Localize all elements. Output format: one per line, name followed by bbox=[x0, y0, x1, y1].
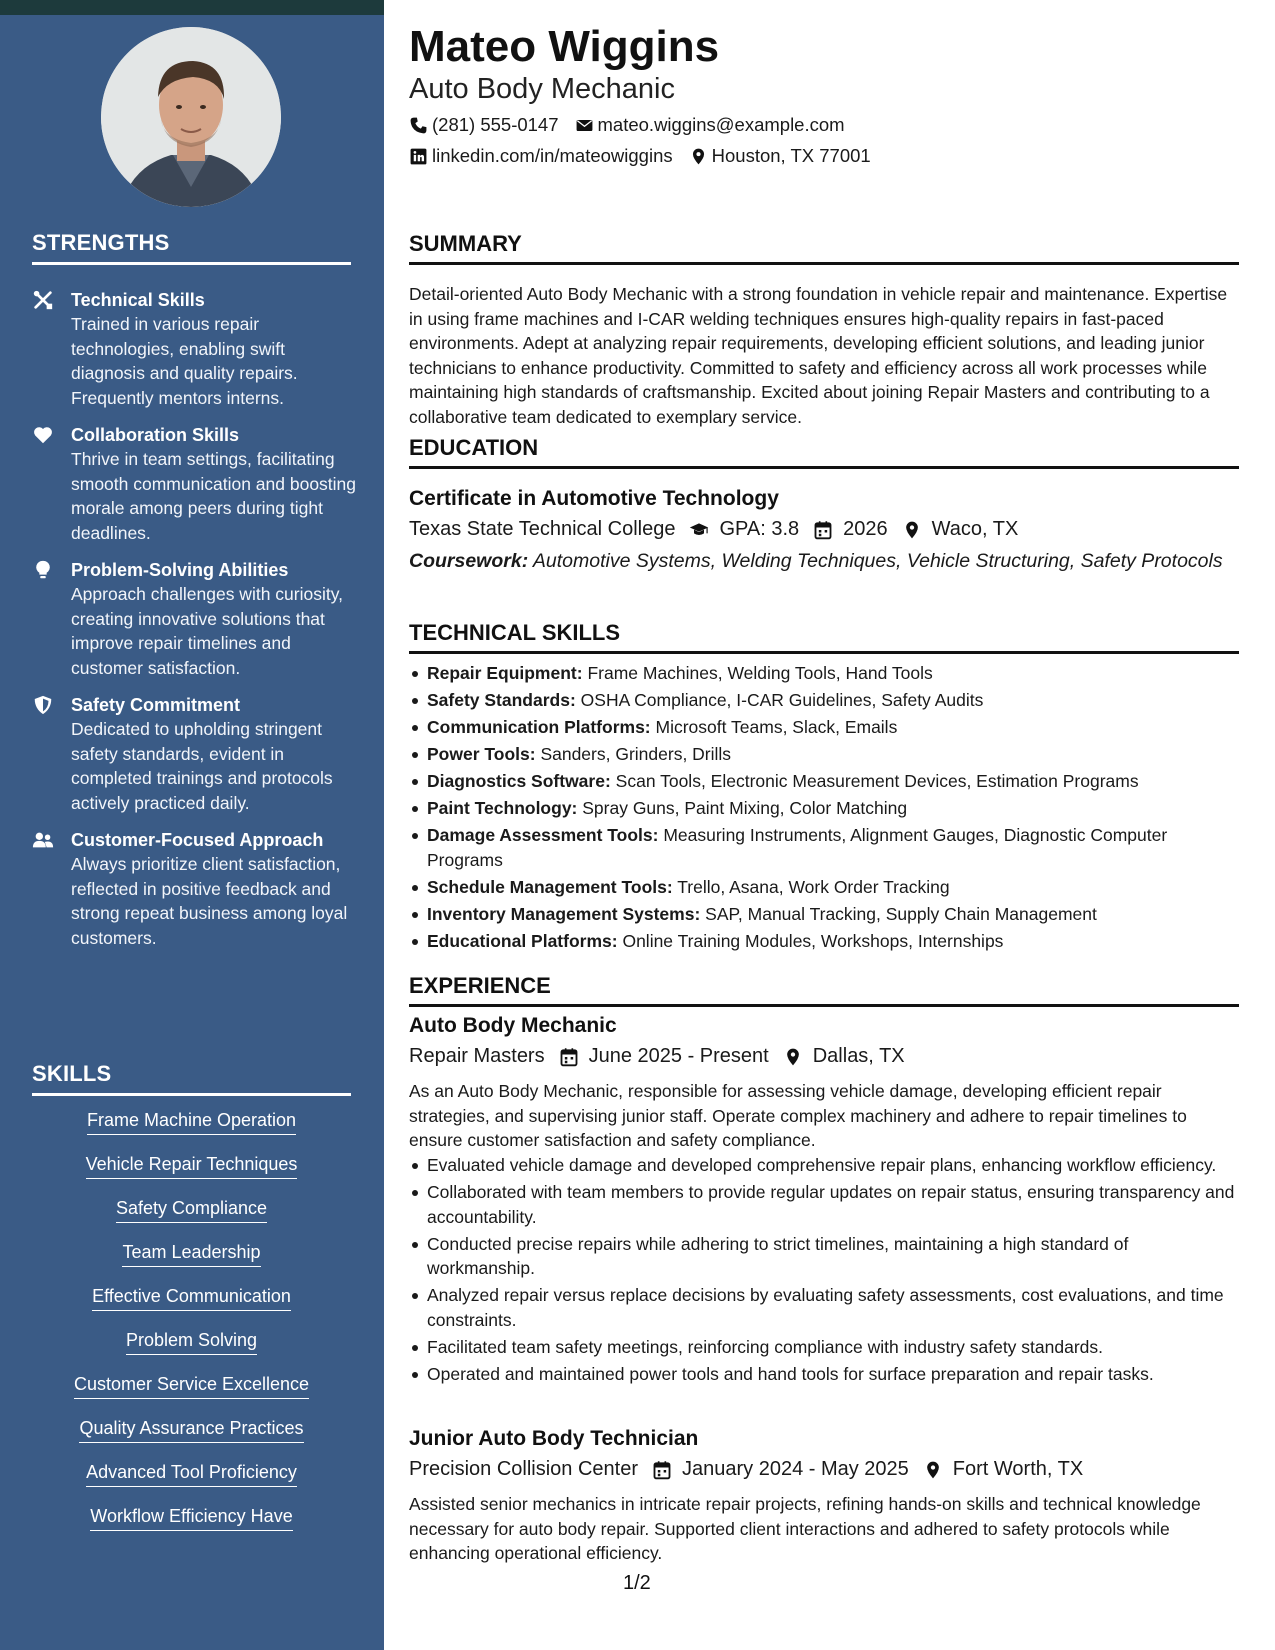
calendar-icon bbox=[652, 1460, 672, 1480]
job-dates bbox=[652, 1458, 909, 1481]
year-text: 2026 bbox=[843, 518, 888, 540]
strength-item bbox=[32, 828, 362, 950]
map-pin-icon bbox=[923, 1460, 943, 1480]
calendar-icon bbox=[813, 520, 833, 540]
list-item bbox=[409, 742, 1239, 767]
list-item: Evaluated vehicle damage and developed comprehensive repair plans, enhancing workflow efficiency. bbox=[409, 1153, 1239, 1178]
list-item bbox=[409, 902, 1239, 927]
strength-item bbox=[32, 693, 362, 815]
skill-values: OSHA Compliance, I-CAR Guidelines, Safety Audits bbox=[575, 690, 984, 710]
skill-category: Power Tools: bbox=[427, 744, 536, 764]
skill-category: Communication Platforms: bbox=[427, 717, 651, 737]
summary-heading: SUMMARY bbox=[409, 231, 1239, 265]
sidebar-top-band bbox=[0, 0, 384, 15]
skill-tag: Frame Machine Operation bbox=[87, 1108, 296, 1135]
company-name bbox=[409, 1045, 545, 1068]
list-item bbox=[409, 688, 1239, 713]
strength-title: Problem-Solving Abilities bbox=[71, 560, 289, 580]
job-title: Auto Body Mechanic bbox=[409, 1014, 617, 1037]
list-item: Analyzed repair versus replace decisions by evaluating safety assessments, cost evaluations, and time constraints. bbox=[409, 1283, 1239, 1332]
list-item bbox=[409, 769, 1239, 794]
school-name bbox=[409, 518, 675, 541]
job-bullets bbox=[409, 1153, 1239, 1389]
candidate-name: Mateo Wiggins bbox=[409, 22, 720, 71]
company-text: Precision Collision Center bbox=[409, 1458, 638, 1480]
email-text: mateo.wiggins@example.com bbox=[597, 114, 845, 135]
phone-contact[interactable] bbox=[409, 114, 559, 136]
job-summary: Assisted senior mechanics in intricate repair projects, refining hands-on skills and technical knowledge necessary for auto body repair. Supported client interactions and adhered to safety protocols while enhancing operational efficiency. bbox=[409, 1494, 1201, 1563]
list-item bbox=[409, 715, 1239, 740]
contact-row-2 bbox=[409, 145, 887, 167]
skill-tag: Effective Communication bbox=[92, 1284, 291, 1311]
strength-title: Safety Commitment bbox=[71, 695, 241, 715]
company-text: Repair Masters bbox=[409, 1045, 545, 1067]
summary-text: Detail-oriented Auto Body Mechanic with a strong foundation in vehicle repair and maintenance. Expertise in using frame machines and I-CAR welding techniques ensures high-quality repairs in fast-paced environments. Adept at analyzing repair requirements, developing efficient solutions, and leading junior technicians to enhance productivity. Committed to safety and efficiency across all work processes while maintaining high standards of craftsmanship. Excited about joining Repair Masters and contributing to a collaborative team dedicated to exemplary service. bbox=[409, 284, 1228, 427]
skill-values: SAP, Manual Tracking, Supply Chain Management bbox=[700, 903, 1097, 924]
list-item: Collaborated with team members to provide regular updates on repair status, ensuring transparency and accountability. bbox=[409, 1180, 1239, 1229]
candidate-role: Auto Body Mechanic bbox=[409, 73, 675, 105]
email-contact[interactable] bbox=[575, 114, 845, 136]
dates-text: January 2024 - May 2025 bbox=[681, 1458, 909, 1480]
graduation-year bbox=[813, 518, 888, 541]
skill-tag: Customer Service Excellence bbox=[74, 1372, 309, 1399]
linkedin-text: linkedin.com/in/mateowiggins bbox=[432, 145, 673, 166]
skill-category: Paint Technology: bbox=[427, 798, 578, 818]
calendar-icon bbox=[559, 1047, 579, 1067]
skill-values: Scan Tools, Electronic Measurement Devices, Estimation Programs bbox=[610, 771, 1139, 791]
strength-title: Customer-Focused Approach bbox=[71, 830, 324, 850]
gpa-text: GPA: 3.8 bbox=[719, 518, 800, 540]
skill-values: Spray Guns, Paint Mixing, Color Matching bbox=[577, 798, 908, 818]
skill-tag: Vehicle Repair Techniques bbox=[86, 1152, 298, 1179]
job-location-text: Fort Worth, TX bbox=[952, 1458, 1084, 1480]
technical-skills-list bbox=[409, 661, 1239, 956]
sidebar bbox=[0, 0, 384, 1650]
job-meta bbox=[409, 1045, 919, 1068]
skill-category: Damage Assessment Tools: bbox=[427, 825, 659, 845]
location-text: Houston, TX 77001 bbox=[711, 145, 871, 166]
coursework-text: Automotive Systems, Welding Techniques, Vehicle Structuring, Safety Protocols bbox=[528, 550, 1223, 572]
skill-tag: Team Leadership bbox=[122, 1240, 260, 1267]
skill-category: Inventory Management Systems: bbox=[427, 903, 701, 924]
job-dates bbox=[559, 1045, 769, 1068]
skill-values: Frame Machines, Welding Tools, Hand Tools bbox=[582, 663, 933, 683]
skill-tag: Problem Solving bbox=[126, 1328, 257, 1355]
education-location-text: Waco, TX bbox=[931, 518, 1019, 540]
tools-icon bbox=[32, 289, 54, 311]
envelope-icon bbox=[575, 116, 594, 135]
list-item: Facilitated team safety meetings, reinforcing compliance with industry safety standards. bbox=[409, 1335, 1239, 1360]
technical-skills-heading: TECHNICAL SKILLS bbox=[409, 620, 1239, 654]
skill-values: Online Training Modules, Workshops, Internships bbox=[617, 930, 1004, 951]
skill-category: Repair Equipment: bbox=[427, 663, 583, 683]
coursework-label: Coursework: bbox=[409, 550, 529, 572]
phone-text: (281) 555-0147 bbox=[432, 114, 559, 135]
skill-tag: Safety Compliance bbox=[116, 1196, 267, 1223]
skill-category: Safety Standards: bbox=[427, 690, 576, 710]
skill-values: Trello, Asana, Work Order Tracking bbox=[672, 876, 950, 897]
strength-description: Trained in various repair technologies, enabling swift diagnosis and quality repairs. Frequently mentors interns. bbox=[71, 314, 298, 408]
skill-tag: Advanced Tool Proficiency bbox=[86, 1460, 297, 1487]
strengths-list bbox=[32, 288, 362, 963]
map-pin-icon bbox=[689, 147, 708, 166]
skills-heading: SKILLS bbox=[32, 1061, 351, 1096]
users-icon bbox=[32, 829, 54, 851]
skill-category: Diagnostics Software: bbox=[427, 771, 611, 791]
job-title: Junior Auto Body Technician bbox=[409, 1427, 699, 1450]
skill-values: Microsoft Teams, Slack, Emails bbox=[650, 717, 898, 737]
contact-row-1 bbox=[409, 114, 861, 136]
heart-icon bbox=[32, 424, 54, 446]
education-meta bbox=[409, 518, 1032, 541]
list-item: Conducted precise repairs while adhering to strict timelines, maintaining a high standard of workmanship. bbox=[409, 1232, 1239, 1281]
gpa bbox=[689, 518, 799, 541]
skill-category: Educational Platforms: bbox=[427, 930, 618, 951]
job-summary: As an Auto Body Mechanic, responsible for assessing vehicle damage, developing efficient repair strategies, and supervising junior staff. Operate complex machinery and adhere to repair timelines to ensure customer satisfaction and safety compliance. bbox=[409, 1081, 1187, 1150]
skill-tag: Quality Assurance Practices bbox=[79, 1416, 303, 1443]
list-item bbox=[409, 929, 1239, 954]
strength-title: Collaboration Skills bbox=[71, 425, 240, 445]
linkedin-icon bbox=[409, 147, 428, 166]
list-item: Operated and maintained power tools and hand tools for surface preparation and repair tasks. bbox=[409, 1362, 1239, 1387]
strength-title: Technical Skills bbox=[71, 290, 205, 310]
strength-item bbox=[32, 423, 362, 545]
graduation-cap-icon bbox=[689, 520, 709, 540]
skill-values: Sanders, Grinders, Drills bbox=[535, 744, 732, 764]
strength-description: Dedicated to upholding stringent safety standards, evident in completed trainings and protocols actively practiced daily. bbox=[71, 719, 333, 813]
list-item bbox=[409, 661, 1239, 686]
dates-text: June 2025 - Present bbox=[588, 1045, 769, 1067]
lightbulb-icon bbox=[32, 559, 54, 581]
education-location bbox=[902, 518, 1019, 541]
coursework bbox=[409, 549, 1239, 574]
shield-icon bbox=[32, 694, 54, 716]
strength-description: Thrive in team settings, facilitating smooth communication and boosting morale among peers during tight deadlines. bbox=[71, 449, 357, 543]
skill-category: Schedule Management Tools: bbox=[427, 876, 673, 897]
degree-title: Certificate in Automotive Technology bbox=[409, 487, 779, 510]
profile-photo bbox=[101, 27, 281, 207]
page-number: 1/2 bbox=[623, 1572, 651, 1594]
location-contact bbox=[689, 145, 871, 167]
job-location-text: Dallas, TX bbox=[812, 1045, 905, 1067]
list-item bbox=[409, 823, 1239, 872]
map-pin-icon bbox=[902, 520, 922, 540]
skills-list bbox=[32, 1108, 351, 1548]
job-meta bbox=[409, 1458, 1097, 1481]
company-name bbox=[409, 1458, 638, 1481]
strength-description: Always prioritize client satisfaction, reflected in positive feedback and strong repeat business among loyal customers. bbox=[71, 854, 348, 948]
skill-values: Measuring Instruments, Alignment Gauges, Diagnostic Computer Programs bbox=[427, 825, 1168, 870]
linkedin-contact[interactable] bbox=[409, 145, 673, 167]
job-location bbox=[783, 1045, 905, 1068]
map-pin-icon bbox=[783, 1047, 803, 1067]
school-text: Texas State Technical College bbox=[409, 518, 676, 540]
strength-item bbox=[32, 288, 362, 410]
list-item bbox=[409, 875, 1239, 900]
strength-item bbox=[32, 558, 362, 680]
list-item bbox=[409, 796, 1239, 821]
strengths-heading: STRENGTHS bbox=[32, 230, 351, 265]
education-heading: EDUCATION bbox=[409, 435, 1239, 469]
skill-tag: Workflow Efficiency Have bbox=[90, 1504, 292, 1531]
job-location bbox=[923, 1458, 1083, 1481]
experience-heading: EXPERIENCE bbox=[409, 973, 1239, 1007]
phone-icon bbox=[409, 116, 428, 135]
strength-description: Approach challenges with curiosity, creating innovative solutions that improve repair timelines and customer satisfaction. bbox=[71, 584, 344, 678]
portrait-illustration bbox=[101, 27, 281, 207]
